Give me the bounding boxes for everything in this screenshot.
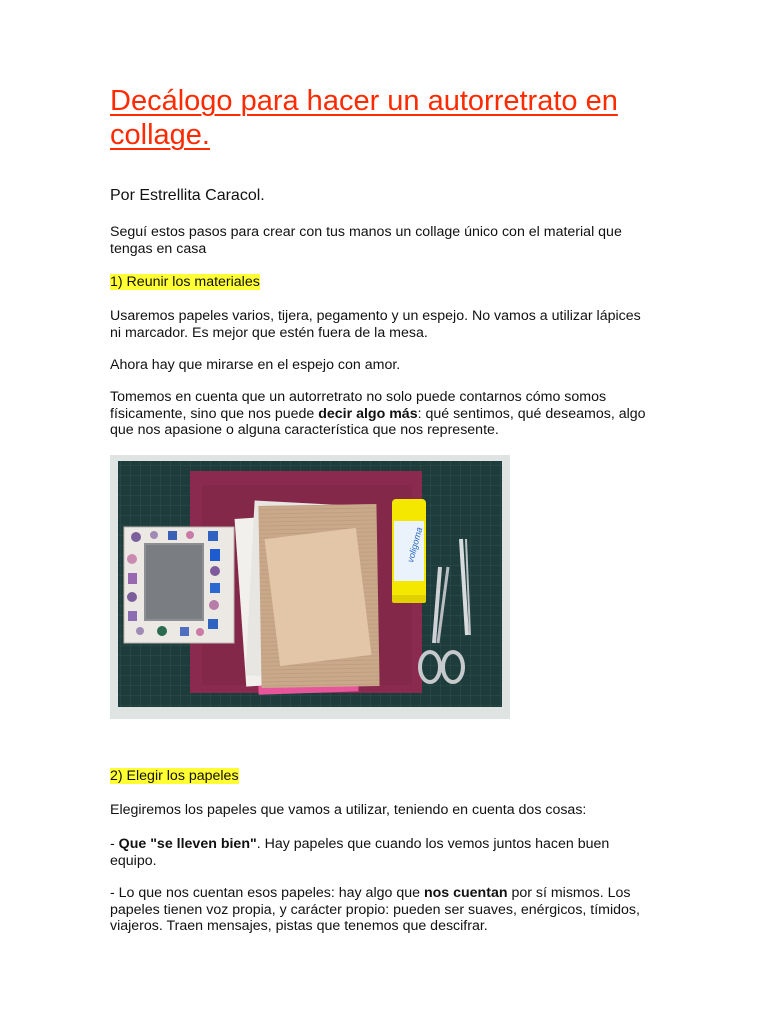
step2-p2-bold: Que "se lleven bien" (118, 836, 257, 852)
step2-p3-bold: nos cuentan (423, 885, 508, 901)
page-title: Decálogo para hacer un autorretrato en collage. (110, 85, 618, 151)
step2-paragraph-1: Elegiremos los papeles que vamos a utilizar, teniendo en cuenta dos cosas: (110, 802, 587, 818)
intro-paragraph: Seguí estos pasos para crear con tus manos un collage único con el material que tengas en casa (110, 224, 622, 257)
step2-paragraph-3 (110, 885, 655, 935)
step2-paragraph-2 (110, 836, 655, 869)
author-byline: Por Estrellita Caracol. (110, 187, 265, 204)
step1-p3-start: Tomemos en cuenta que un autorretrato no solo puede contarnos cómo somos físicamente, sino que nos puede (110, 389, 607, 422)
step1-paragraph-2: Ahora hay que mirarse en el espejo con amor. (110, 357, 401, 373)
paper-stack (235, 501, 380, 695)
step1-paragraph-1: Usaremos papeles varios, tijera, pegamento y un espejo. No vamos a utilizar lápices ni marcador. Es mejor que estén fuera de la mesa. (110, 308, 641, 341)
step1-heading-text: 1) Reunir los materiales (110, 274, 260, 290)
step2-heading (110, 768, 655, 785)
step2-p3-end: por sí mismos. Los papeles tienen voz propia, y carácter propio: pueden ser suaves, enérgicos, tímidos, viajeros. Traen mensajes, pistas que tenemos que descifrar. (110, 885, 640, 934)
materials-photo (110, 455, 510, 719)
step1-heading (110, 274, 655, 291)
mosaic-mirror (124, 527, 234, 643)
step1-p3-bold: decir algo más (318, 405, 418, 422)
step2-p2-prefix: - (110, 836, 119, 852)
step1-p3-end: : qué sentimos, qué deseamos, algo que nos apasione o alguna característica que nos represente. (110, 405, 646, 438)
step1-paragraph-3 (110, 389, 655, 439)
glue-stick-label: voligoma (405, 526, 425, 564)
step2-p2-end: . Hay papeles que cuando los vemos juntos hacen buen equipo. (110, 836, 610, 869)
step2-p3-start: - Lo que nos cuentan esos papeles: hay algo que (110, 885, 424, 901)
glue-stick (392, 499, 426, 603)
step2-heading-text: 2) Elegir los papeles (110, 768, 239, 784)
